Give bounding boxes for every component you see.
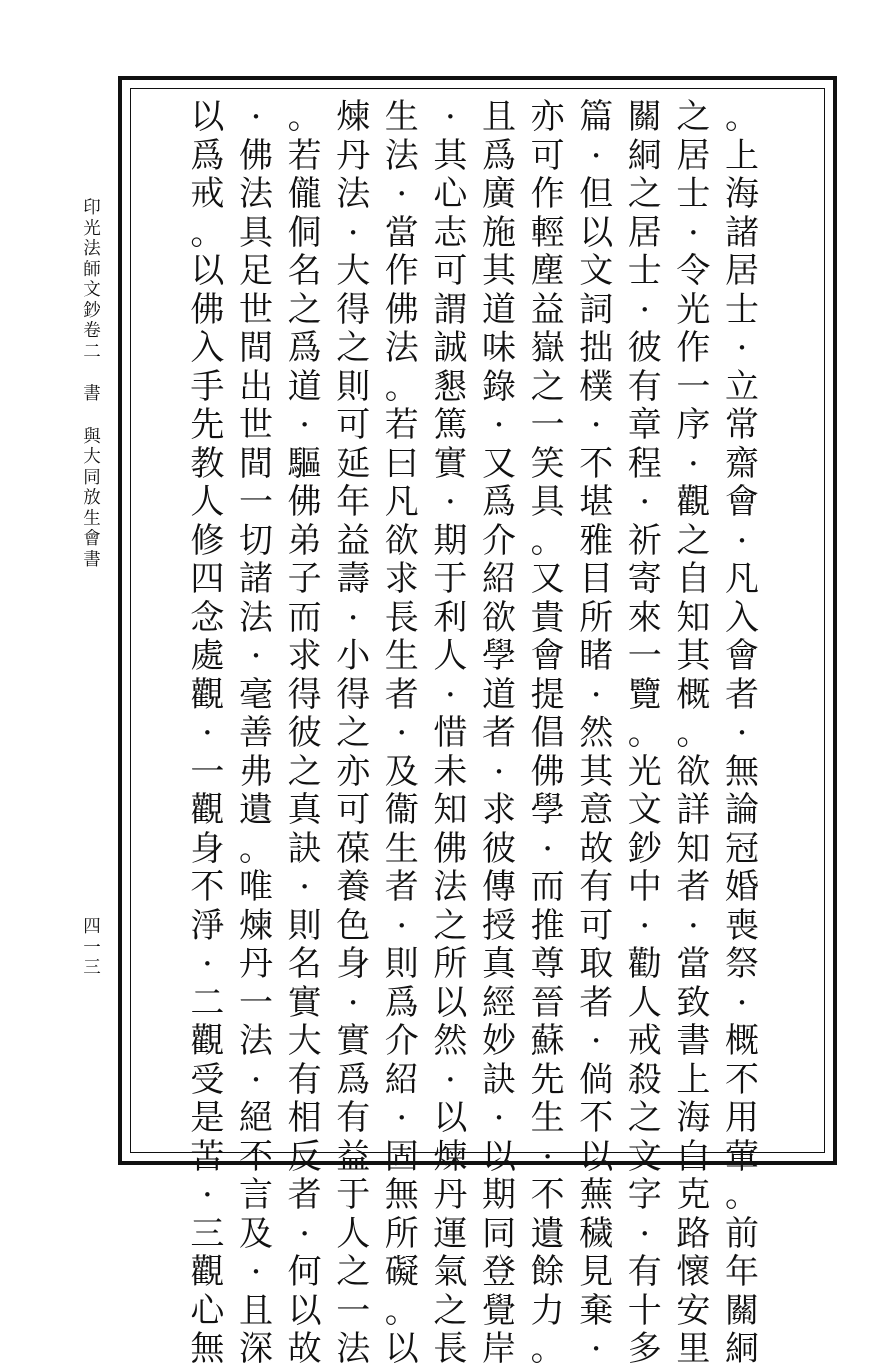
text-column: 且 爲 廣 施 其 道 味 錄 · 又 爲 介 紹 欲 學 道 者 · 求 彼 傳 授 真 經 妙 訣 · 以 期 同 登 覺 岸: [482, 97, 516, 1369]
text-column: 篇 · 但 以 文 詞 拙 樸 · 不 堪 雅 目 所 睹 · 然 其 意 故 有 可 取 者 · 倘 不 以 蕪 穢 見 棄 ·: [579, 97, 614, 1369]
text-column: 生 法 · 當 作 佛 法 。 若 曰 凡 欲 求 長 生 者 · 及 衞 生 者 · 則 爲 介 紹 · 固 無 所 礙 。 以: [384, 97, 419, 1369]
text-column: · 佛 法 具 足 世 間 出 世 間 一 切 諸 法 · 毫 善 弗 遺 。 唯 煉 丹 一 法 · 絕 不 言 及 · 且 深: [239, 97, 273, 1369]
text-column: 亦 可 作 輕 塵 益 嶽 之 一 笑 具 。 又 貴 會 提 倡 佛 學 · 而 推 尊 晉 蘇 先 生 · 不 遺 餘 力 。: [530, 97, 565, 1369]
book-title: 印 光 法 師 文 鈔 卷 二: [83, 198, 101, 362]
text-column: 以 爲 戒 。 以 佛 入 手 先 教 人 修 四 念 處 觀 · 一 觀 身 不 淨 · 二 觀 受 是 苦 · 三 觀 心 無: [190, 97, 225, 1369]
text-column: 。 若 儱 侗 名 之 爲 道 · 驅 佛 弟 子 而 求 得 彼 之 真 訣 · 則 名 實 大 有 相 反 者 · 何 以 故: [287, 97, 322, 1369]
section-label: 書: [83, 384, 101, 404]
letter-title: 與 大 同 放 生 會 書: [83, 426, 101, 570]
margin-title: [80, 198, 104, 570]
text-column: 之 居 士 · 令 光 作 一 序 · 觀 之 自 知 其 概 。 欲 詳 知 者 · 當 致 書 上 海 白 克 路 懷 安 里: [676, 97, 711, 1369]
text-column: 關 絧 之 居 士 · 彼 有 章 程 · 祈 寄 來 一 覽 。 光 文 鈔 中 · 勸 人 戒 殺 之 文 字 · 有 十 多: [627, 97, 662, 1369]
text-column: 。 上 海 諸 居 士 · 立 常 齋 會 · 凡 入 會 者 · 無 論 冠 婚 喪 祭 · 概 不 用 葷 。 前 年 關 絧: [725, 97, 759, 1369]
page-number: 四 一 三: [83, 917, 101, 978]
text-column: 煉 丹 法 · 大 得 之 則 可 延 年 益 壽 · 小 得 之 亦 可 葆 養 色 身 · 實 爲 有 益 于 人 之 一 法: [336, 97, 371, 1369]
text-column: · 其 心 志 可 謂 誠 懇 篤 實 · 期 于 利 人 · 惜 未 知 佛 法 之 所 以 然 · 以 煉 丹 運 氣 之 長: [433, 97, 468, 1369]
